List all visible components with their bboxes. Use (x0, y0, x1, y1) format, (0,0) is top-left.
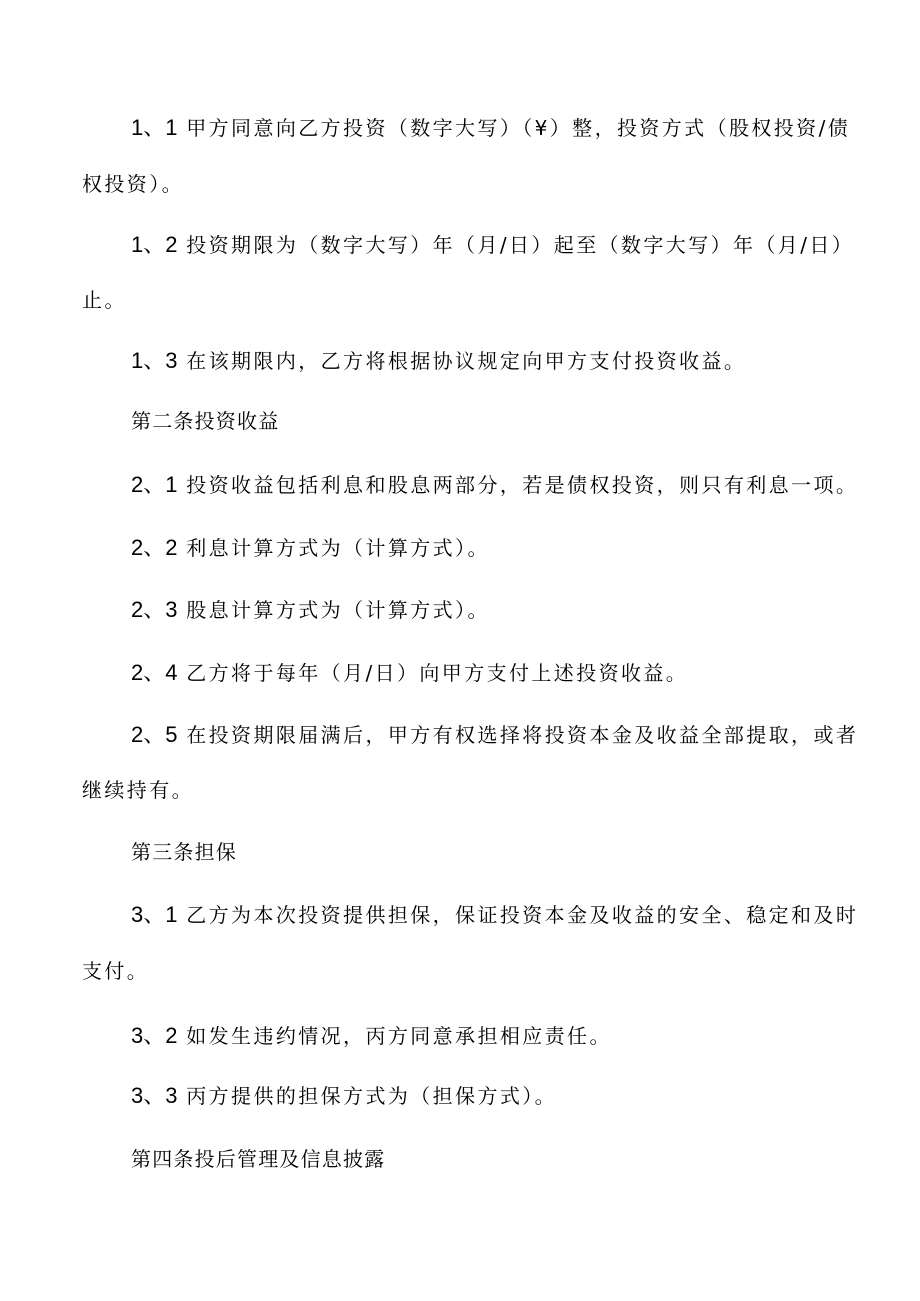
clause-2-2 (131, 536, 891, 560)
clause-number: 2、1 (131, 472, 178, 497)
clause-text: 如发生违约情况，丙方同意承担相应责任。 (186, 1024, 612, 1048)
clause-text: 止。 (82, 288, 127, 312)
clause-number: 1、1 (131, 115, 178, 140)
clause-3-2 (131, 1024, 891, 1048)
clause-text: 投资期限为（数字大写）年（月/日）起至（数字大写）年（月/日） (186, 233, 855, 257)
clause-2-3 (131, 598, 891, 622)
clause-1-1-continued (82, 172, 842, 196)
clause-text: 在该期限内，乙方将根据协议规定向甲方支付投资收益。 (186, 349, 747, 373)
clause-1-3 (131, 349, 891, 373)
article-heading-4 (131, 1147, 891, 1171)
clause-3-1 (131, 903, 891, 927)
clause-text: 乙方为本次投资提供担保，保证投资本金及收益的安全、稳定和及时 (186, 903, 859, 927)
clause-text: 丙方提供的担保方式为（担保方式）。 (186, 1084, 558, 1108)
clause-text: 利息计算方式为（计算方式）。 (186, 536, 490, 560)
clause-text: 支付。 (82, 959, 150, 983)
clause-text: 继续持有。 (82, 778, 194, 802)
clause-1-1 (131, 116, 891, 140)
clause-number: 3、2 (131, 1023, 178, 1048)
clause-number: 3、3 (131, 1083, 178, 1108)
clause-text: 甲方同意向乙方投资（数字大写）（¥）整，投资方式（股权投资/债 (186, 116, 851, 140)
heading-text: 第三条担保 (131, 840, 237, 864)
clause-3-1-continued (82, 959, 842, 983)
heading-text: 第四条投后管理及信息披露 (131, 1147, 386, 1171)
clause-number: 3、1 (131, 902, 178, 927)
clause-number: 2、5 (131, 722, 178, 747)
clause-number: 2、4 (131, 660, 178, 685)
clause-text: 权投资）。 (82, 172, 184, 196)
clause-2-5-continued (82, 778, 842, 802)
clause-text: 股息计算方式为（计算方式）。 (186, 598, 490, 622)
clause-text: 在投资期限届满后，甲方有权选择将投资本金及收益全部提取，或者 (186, 723, 859, 747)
article-heading-3 (131, 840, 891, 864)
clause-2-5 (131, 723, 891, 747)
clause-2-4 (131, 661, 891, 685)
clause-number: 2、2 (131, 535, 178, 560)
clause-2-1 (131, 473, 891, 497)
clause-3-3 (131, 1084, 891, 1108)
clause-text: 投资收益包括利息和股息两部分，若是债权投资，则只有利息一项。 (186, 473, 859, 497)
heading-text: 第二条投资收益 (131, 409, 280, 433)
clause-number: 1、3 (131, 348, 178, 373)
clause-number: 2、3 (131, 597, 178, 622)
clause-number: 1、2 (131, 232, 178, 257)
clause-text: 乙方将于每年（月/日）向甲方支付上述投资收益。 (186, 661, 689, 685)
clause-1-2-continued (82, 288, 842, 312)
article-heading-2 (131, 409, 891, 433)
clause-1-2 (131, 233, 891, 257)
